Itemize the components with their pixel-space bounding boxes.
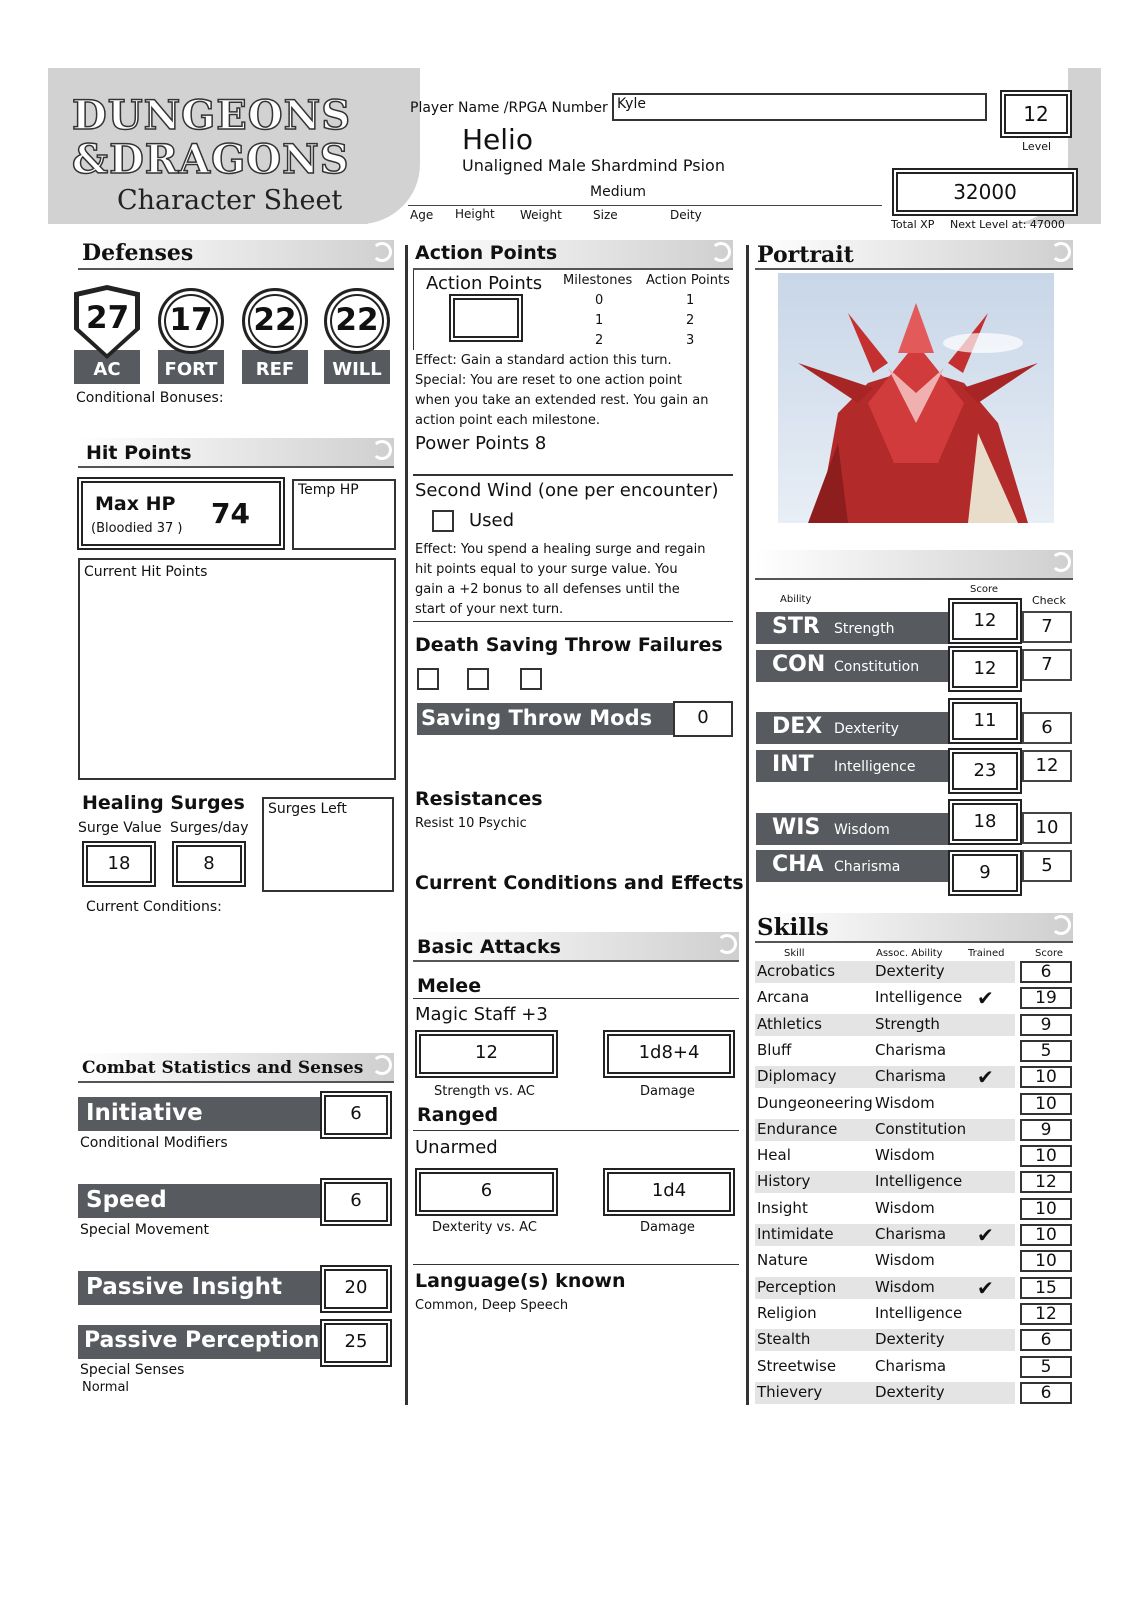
skill-score-column-label: Score xyxy=(1035,948,1064,959)
languages-value: Common, Deep Speech xyxy=(415,1298,569,1313)
skill-score: 5 xyxy=(1040,1356,1052,1377)
skill-name: Endurance xyxy=(757,1119,838,1138)
ability-str-check-box[interactable] xyxy=(1022,611,1072,643)
ap-effect-1: Effect: Gain a standard action this turn. xyxy=(415,353,672,368)
fort-value: 17 xyxy=(169,302,213,338)
skill-score: 10 xyxy=(1035,1225,1057,1245)
ap-1: 2 xyxy=(686,313,695,328)
skill-score-box[interactable] xyxy=(1020,1171,1072,1193)
weight-label: Weight xyxy=(520,208,562,222)
trained-check-icon[interactable]: ✔ xyxy=(977,1065,994,1090)
trained-check-icon[interactable]: ✔ xyxy=(977,986,994,1011)
skill-row xyxy=(755,1382,1015,1404)
combat-title: Combat Statistics and Senses xyxy=(82,1058,364,1078)
character-desc: Unaligned Male Shardmind Psion xyxy=(462,156,725,175)
skill-name: Heal xyxy=(757,1146,791,1165)
passive-insight-box[interactable] xyxy=(324,1269,388,1309)
skill-ability: Strength xyxy=(875,1014,940,1033)
initiative-box[interactable] xyxy=(324,1095,388,1135)
age-label: Age xyxy=(410,208,434,222)
surges-per-day: 8 xyxy=(203,853,215,874)
skill-row xyxy=(755,1356,1015,1378)
deity-label: Deity xyxy=(670,208,702,222)
ability-int-score: 23 xyxy=(973,760,997,781)
portrait-image xyxy=(778,273,1054,523)
death-save-checkbox-1[interactable] xyxy=(417,668,439,690)
skill-ability: Constitution xyxy=(875,1119,967,1138)
saving-throw-mods-value: 0 xyxy=(697,707,709,728)
skill-ability: Intelligence xyxy=(875,1172,963,1191)
skill-score: 12 xyxy=(1035,1303,1057,1324)
melee-attack-box[interactable] xyxy=(419,1034,554,1074)
passive-perception-value: 25 xyxy=(344,1331,368,1352)
ap-0: 1 xyxy=(686,293,695,308)
saving-throw-mods-box[interactable] xyxy=(673,701,733,737)
ability-con-check: 7 xyxy=(1041,654,1053,675)
milestone-0: 0 xyxy=(595,293,604,308)
skill-score: 19 xyxy=(1035,988,1057,1009)
ability-str-bar xyxy=(756,612,952,644)
ability-int-check: 12 xyxy=(1035,755,1059,776)
healing-surges-title: Healing Surges xyxy=(82,792,245,814)
skill-row xyxy=(755,1198,1015,1220)
skill-score-box[interactable] xyxy=(1020,1093,1072,1115)
skill-ability: Charisma xyxy=(875,1067,947,1086)
conditional-bonuses: Conditional Bonuses: xyxy=(76,390,224,406)
resistances-value: Resist 10 Psychic xyxy=(415,816,527,831)
level-box[interactable] xyxy=(1004,94,1068,134)
ap-effect-4: action point each milestone. xyxy=(415,413,600,428)
player-label: Player Name /RPGA Number xyxy=(410,100,608,116)
second-wind-rule xyxy=(413,474,733,476)
xp-value: 32000 xyxy=(953,180,1017,204)
languages-rule xyxy=(413,1264,739,1265)
initiative-value: 6 xyxy=(350,1103,362,1124)
second-wind-effect-4: start of your next turn. xyxy=(415,602,564,617)
action-points-box[interactable] xyxy=(453,298,519,338)
death-saves-title: Death Saving Throw Failures xyxy=(415,634,723,656)
skill-score: 10 xyxy=(1035,1198,1057,1219)
skill-score: 6 xyxy=(1040,1382,1052,1403)
skill-score-box[interactable] xyxy=(1020,1277,1072,1299)
skill-score-box[interactable] xyxy=(1020,1224,1072,1246)
skill-score: 9 xyxy=(1040,1014,1052,1035)
ability-con-abbr: CON xyxy=(772,652,826,677)
skill-score: 12 xyxy=(1035,1172,1057,1193)
max-hp-box[interactable] xyxy=(81,481,281,546)
ability-str-score-box[interactable] xyxy=(952,602,1018,640)
skill-score-box[interactable] xyxy=(1020,987,1072,1009)
ability-dex-check: 6 xyxy=(1041,717,1053,738)
skill-row xyxy=(755,1224,1015,1246)
ap-effect-2: Special: You are reset to one action point xyxy=(415,373,682,388)
ap-effect-3: when you take an extended rest. You gain an xyxy=(415,393,709,408)
skill-score-box[interactable] xyxy=(1020,1119,1072,1141)
ref-circle xyxy=(242,288,308,354)
skill-ability: Dexterity xyxy=(875,1382,945,1401)
will-label: WILL xyxy=(324,350,390,384)
ability-cha-check: 5 xyxy=(1041,855,1053,876)
melee-damage-value: 1d8+4 xyxy=(638,1042,700,1063)
skill-name: History xyxy=(757,1172,811,1191)
skill-column-label: Skill xyxy=(784,948,805,959)
conditions-title: Current Conditions and Effects xyxy=(415,872,744,894)
skill-score-box[interactable] xyxy=(1020,1329,1072,1351)
ranged-damage-label: Damage xyxy=(640,1220,695,1235)
skill-row xyxy=(755,1040,1015,1062)
passive-perception-bar xyxy=(78,1325,321,1359)
skill-score: 10 xyxy=(1035,1067,1057,1088)
milestone-1: 1 xyxy=(595,313,604,328)
skill-name: Acrobatics xyxy=(757,962,836,980)
second-wind-title: Second Wind (one per encounter) xyxy=(415,480,719,501)
initiative-bar xyxy=(78,1097,321,1131)
melee-attack-label: Strength vs. AC xyxy=(434,1084,535,1099)
temp-hp-box[interactable] xyxy=(292,479,396,550)
ability-str-name: Strength xyxy=(834,621,895,637)
ability-dex-score: 11 xyxy=(973,710,997,731)
skill-name: Insight xyxy=(757,1198,808,1217)
level-label: Level xyxy=(1022,140,1052,153)
skill-row xyxy=(755,987,1015,1009)
ability-int-bar xyxy=(756,750,952,782)
skill-score: 10 xyxy=(1035,1146,1057,1167)
skill-ability: Wisdom xyxy=(875,1251,935,1270)
speed-value: 6 xyxy=(350,1190,362,1211)
initiative-label: Initiative xyxy=(86,1100,203,1126)
ref-value: 22 xyxy=(253,302,297,338)
skill-ability: Dexterity xyxy=(875,962,945,980)
skill-row xyxy=(755,1145,1015,1167)
skill-row xyxy=(755,1093,1015,1115)
skill-ability: Charisma xyxy=(875,1356,947,1375)
skill-row xyxy=(755,1329,1015,1351)
skill-ability: Wisdom xyxy=(875,1277,935,1296)
skill-score-box[interactable] xyxy=(1020,1145,1072,1167)
action-points-title: Action Points xyxy=(415,242,558,264)
abilities-header xyxy=(755,550,1073,580)
ability-int-abbr: INT xyxy=(772,752,814,777)
skill-name: Diplomacy xyxy=(757,1067,837,1086)
surges-left-box[interactable] xyxy=(262,797,394,892)
hit-points-title: Hit Points xyxy=(86,442,192,464)
skill-score-box[interactable] xyxy=(1020,1198,1072,1220)
trained-column-label: Trained xyxy=(968,948,1005,959)
skill-name: Thievery xyxy=(757,1382,823,1401)
ability-wis-check-box[interactable] xyxy=(1022,812,1072,844)
size-label: Size xyxy=(593,208,618,222)
xp-box[interactable] xyxy=(896,172,1074,212)
ability-con-check-box[interactable] xyxy=(1022,649,1072,681)
action-points-frame xyxy=(413,270,414,350)
level-value: 12 xyxy=(1023,102,1049,126)
skill-score: 10 xyxy=(1035,1093,1057,1114)
max-hp-value: 74 xyxy=(211,497,250,530)
ranged-attack-value: 6 xyxy=(480,1180,493,1201)
temp-hp-label: Temp HP xyxy=(298,482,359,498)
surges-per-day-label: Surges/day xyxy=(170,820,249,836)
skill-name: Perception xyxy=(757,1277,837,1296)
skill-name: Streetwise xyxy=(757,1356,837,1375)
melee-damage-box[interactable] xyxy=(607,1034,731,1074)
will-circle xyxy=(324,288,390,354)
ranged-weapon: Unarmed xyxy=(415,1137,498,1158)
ability-str-score: 12 xyxy=(973,610,997,631)
power-points: Power Points 8 xyxy=(415,433,547,454)
ranged-title: Ranged xyxy=(417,1104,499,1126)
bloodied-value: (Bloodied 37 ) xyxy=(91,521,183,536)
skill-row xyxy=(755,1014,1015,1036)
ref-label: REF xyxy=(242,350,308,384)
ability-wis-score: 18 xyxy=(973,811,997,832)
skill-score-box[interactable] xyxy=(1020,1356,1072,1378)
skill-ability: Intelligence xyxy=(875,988,963,1007)
milestone-2: 2 xyxy=(595,333,604,348)
column-divider-2 xyxy=(746,245,749,1405)
height-label: Height xyxy=(455,207,495,221)
surge-value-label: Surge Value xyxy=(78,820,162,836)
skill-ability: Dexterity xyxy=(875,1330,945,1349)
bio-line xyxy=(408,205,882,206)
melee-title: Melee xyxy=(417,975,482,997)
conditional-modifiers: Conditional Modifiers xyxy=(80,1135,228,1151)
will-value: 22 xyxy=(335,302,379,338)
ability-cha-bar xyxy=(756,850,952,882)
ability-dex-score-box[interactable] xyxy=(952,702,1018,740)
ability-con-score-box[interactable] xyxy=(952,650,1018,688)
surge-value-box[interactable] xyxy=(86,845,152,883)
ability-con-bar xyxy=(756,650,952,682)
ability-wis-abbr: WIS xyxy=(772,815,821,840)
melee-weapon: Magic Staff +3 xyxy=(415,1004,548,1025)
ranged-damage-value: 1d4 xyxy=(651,1180,687,1201)
portrait-title: Portrait xyxy=(757,242,854,268)
fort-circle xyxy=(158,288,224,354)
surges-per-day-box[interactable] xyxy=(176,845,242,883)
skill-score: 5 xyxy=(1040,1040,1052,1061)
ranged-damage-box[interactable] xyxy=(607,1172,731,1212)
ability-cha-score-box[interactable] xyxy=(952,854,1018,892)
skill-row xyxy=(755,1250,1015,1272)
assoc-column-label: Assoc. Ability xyxy=(876,948,943,959)
ability-con-name: Constitution xyxy=(834,659,920,675)
second-wind-effect-3: gain a +2 bonus to all defenses until the xyxy=(415,582,680,597)
skill-row xyxy=(755,1171,1015,1193)
check-column-label: Check xyxy=(1032,594,1066,607)
skill-score: 6 xyxy=(1040,1330,1052,1351)
trained-check-icon[interactable]: ✔ xyxy=(977,1275,994,1300)
skill-row xyxy=(755,1119,1015,1141)
ranged-attack-label: Dexterity vs. AC xyxy=(432,1220,537,1235)
special-senses-value: Normal xyxy=(82,1380,130,1395)
size-value: Medium xyxy=(590,184,646,200)
ac-label: AC xyxy=(74,350,140,384)
logo-line2: &DRAGONS xyxy=(72,136,350,183)
skill-ability: Intelligence xyxy=(875,1303,963,1322)
passive-insight-value: 20 xyxy=(344,1277,368,1298)
ability-int-check-box[interactable] xyxy=(1022,750,1072,782)
melee-attack-value: 12 xyxy=(475,1042,498,1063)
score-column-label: Score xyxy=(970,584,999,595)
skill-name: Athletics xyxy=(757,1014,822,1033)
ap-column-label: Action Points xyxy=(646,273,730,288)
next-level-label: Next Level at: 47000 xyxy=(950,218,1065,231)
ability-wis-name: Wisdom xyxy=(834,822,890,838)
skill-row xyxy=(755,1066,1015,1088)
surges-left-label: Surges Left xyxy=(268,801,347,817)
languages-title: Language(s) known xyxy=(415,1270,626,1292)
skills-title: Skills xyxy=(757,914,829,941)
ability-wis-check: 10 xyxy=(1035,817,1059,838)
fort-label: FORT xyxy=(158,350,224,384)
skill-name: Religion xyxy=(757,1303,817,1322)
ability-dex-abbr: DEX xyxy=(772,714,823,739)
ability-dex-name: Dexterity xyxy=(834,721,899,737)
death-save-checkbox-2[interactable] xyxy=(467,668,489,690)
skill-row xyxy=(755,1277,1015,1299)
ability-column-label: Ability xyxy=(780,594,812,605)
passive-insight-bar xyxy=(78,1271,321,1305)
ranged-attack-box[interactable] xyxy=(419,1172,554,1212)
skill-score-box[interactable] xyxy=(1020,1250,1072,1272)
ability-con-score: 12 xyxy=(973,658,997,679)
saving-throw-mods-bar xyxy=(417,703,673,735)
ap-2: 3 xyxy=(686,333,695,348)
saving-throw-mods-label: Saving Throw Mods xyxy=(421,706,653,730)
ability-wis-bar xyxy=(756,813,952,845)
logo-line1: DUNGEONS xyxy=(72,92,352,139)
speed-box[interactable] xyxy=(324,1182,388,1222)
ability-cha-score: 9 xyxy=(979,862,991,883)
trained-check-icon[interactable]: ✔ xyxy=(977,1223,994,1247)
current-hp-box[interactable] xyxy=(78,558,396,780)
ability-wis-score-box[interactable] xyxy=(952,803,1018,841)
second-wind-effect-2: hit points equal to your surge value. You xyxy=(415,562,678,577)
player-value: Kyle xyxy=(617,96,646,112)
skill-score-box[interactable] xyxy=(1020,1303,1072,1325)
resistances-title: Resistances xyxy=(415,788,543,810)
column-divider-1 xyxy=(405,245,408,1405)
speed-label: Speed xyxy=(86,1187,167,1213)
skill-name: Arcana xyxy=(757,988,810,1007)
second-wind-checkbox[interactable] xyxy=(432,510,454,532)
skill-ability: Wisdom xyxy=(875,1146,935,1165)
ability-dex-check-box[interactable] xyxy=(1022,712,1072,744)
skill-ability: Charisma xyxy=(875,1040,947,1059)
skill-score-box[interactable] xyxy=(1020,1040,1072,1062)
ability-cha-name: Charisma xyxy=(834,859,901,875)
skill-score-box[interactable] xyxy=(1020,1382,1072,1404)
special-movement: Special Movement xyxy=(80,1222,210,1238)
player-field[interactable] xyxy=(612,93,987,121)
surge-value: 18 xyxy=(107,853,131,874)
second-wind-effect-1: Effect: You spend a healing surge and regain xyxy=(415,542,706,557)
ability-str-abbr: STR xyxy=(772,614,820,639)
max-hp-label: Max HP xyxy=(95,493,176,515)
character-name: Helio xyxy=(462,123,533,156)
ability-cha-check-box[interactable] xyxy=(1022,850,1072,882)
ability-dex-bar xyxy=(756,712,952,744)
passive-perception-box[interactable] xyxy=(324,1323,388,1363)
skill-name: Dungeoneering xyxy=(757,1093,873,1112)
current-conditions-label: Current Conditions: xyxy=(86,899,222,915)
action-points-box-label: Action Points xyxy=(426,273,543,294)
passive-perception-label: Passive Perception xyxy=(84,1328,320,1353)
melee-rule xyxy=(413,998,739,999)
skill-score: 9 xyxy=(1040,1119,1052,1140)
skill-name: Bluff xyxy=(757,1040,792,1059)
special-senses-label: Special Senses xyxy=(80,1362,185,1378)
xp-label: Total XP xyxy=(891,218,935,231)
ac-value: 27 xyxy=(86,300,130,336)
skill-name: Nature xyxy=(757,1251,808,1270)
skill-score: 6 xyxy=(1040,962,1052,982)
skill-score-box[interactable] xyxy=(1020,961,1072,983)
skill-ability: Wisdom xyxy=(875,1198,935,1217)
crystal-creature-illustration xyxy=(778,273,1054,523)
skill-name: Intimidate xyxy=(757,1225,834,1243)
skill-row xyxy=(755,1303,1015,1325)
skill-ability: Wisdom xyxy=(875,1093,935,1112)
skill-score-box[interactable] xyxy=(1020,1066,1072,1088)
ability-str-check: 7 xyxy=(1041,616,1053,637)
ability-cha-abbr: CHA xyxy=(772,852,824,877)
milestones-label: Milestones xyxy=(563,273,633,288)
skill-name: Stealth xyxy=(757,1330,811,1349)
melee-damage-label: Damage xyxy=(640,1084,695,1099)
basic-attacks-title: Basic Attacks xyxy=(417,936,561,958)
second-wind-used: Used xyxy=(469,510,515,531)
skill-score-box[interactable] xyxy=(1020,1014,1072,1036)
skill-ability: Charisma xyxy=(875,1225,947,1243)
passive-insight-label: Passive Insight xyxy=(86,1274,282,1300)
ranged-rule xyxy=(413,1130,739,1131)
skill-row xyxy=(755,961,1015,983)
skill-score: 10 xyxy=(1035,1251,1057,1272)
sheet-subtitle: Character Sheet xyxy=(117,185,343,216)
death-rule xyxy=(413,621,733,622)
death-save-checkbox-3[interactable] xyxy=(520,668,542,690)
defenses-title: Defenses xyxy=(82,240,194,266)
current-hp-label: Current Hit Points xyxy=(84,564,208,580)
skill-score: 15 xyxy=(1035,1277,1057,1298)
ability-int-name: Intelligence xyxy=(834,759,916,775)
speed-bar xyxy=(78,1184,321,1218)
ability-int-score-box[interactable] xyxy=(952,752,1018,790)
